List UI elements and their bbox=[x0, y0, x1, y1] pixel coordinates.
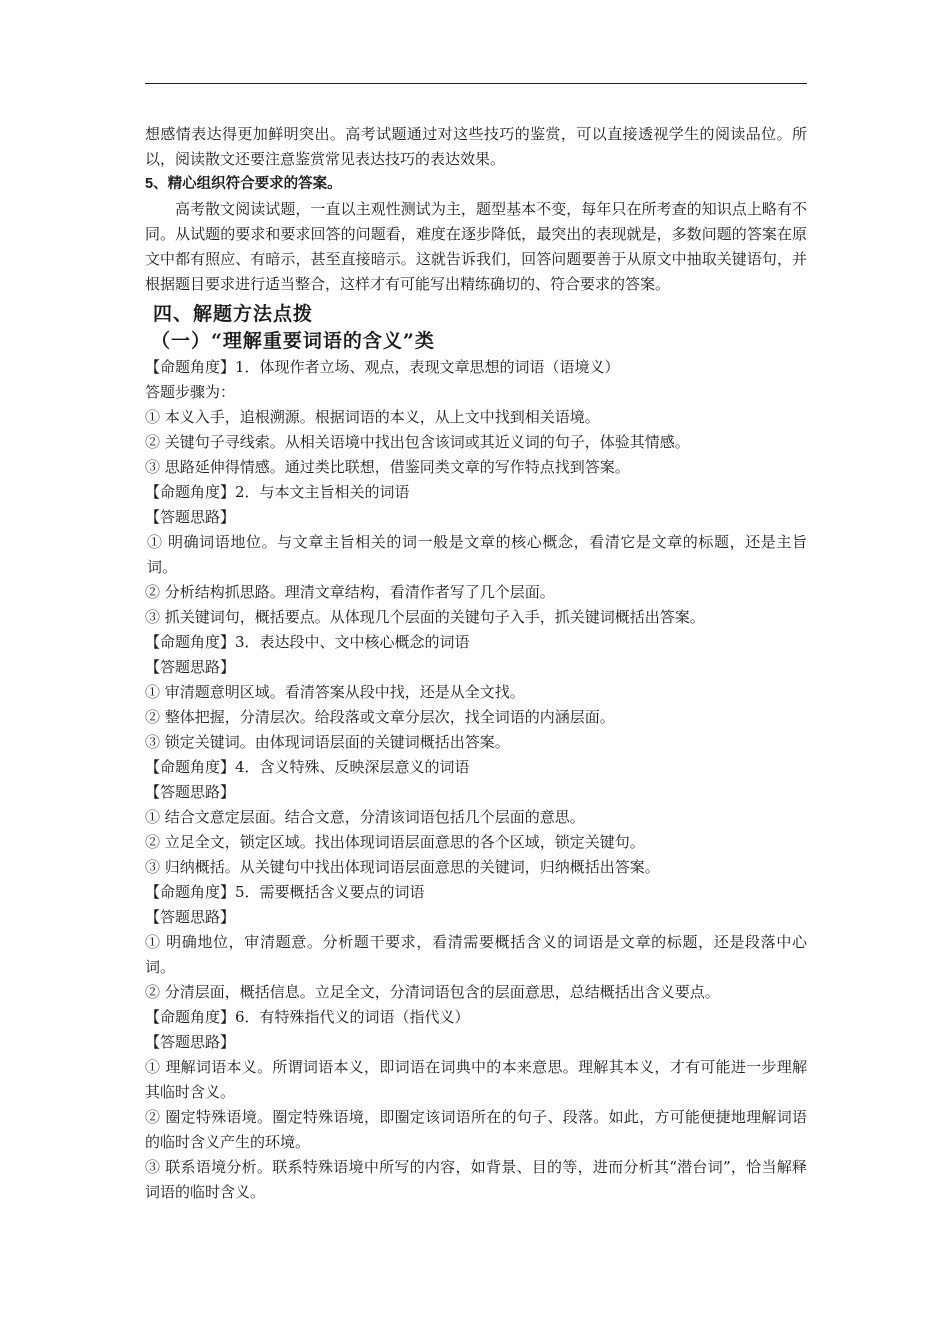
paragraph: ② 关键句子寻线索。从相关语境中找出包含该词或其近义词的句子，体验其情感。 bbox=[145, 433, 690, 451]
document-body bbox=[145, 122, 807, 1205]
paragraph: 高考散文阅读试题，一直以主观性测试为主，题型基本不变，每年只在所考查的知识点上略有不同。从试题的要求和要求回答的问题看，难度在逐步降低，最突出的表现就是，多数问题的答案在原文中都有照应、有暗示，甚至直接暗示。这就告诉我们，回答问题要善于从原文中抽取关键语句，并根据题目要求进行适当整合，这样才有可能写出精练确切的、符合要求的答案。 bbox=[145, 200, 807, 293]
paragraph: 【命题角度】3．表达段中、文中核心概念的词语 bbox=[145, 633, 470, 651]
paragraph: ③ 抓关键词句，概括要点。从体现几个层面的关键句子入手，抓关键词概括出答案。 bbox=[145, 608, 705, 626]
paragraph: 想感情表达得更加鲜明突出。高考试题通过对这些技巧的鉴赏，可以直接透视学生的阅读品位。所以，阅读散文还要注意鉴赏常见表达技巧的表达效果。 bbox=[145, 125, 807, 168]
paragraph: ③ 归纳概括。从关键句中找出体现词语层面意思的关键词，归纳概括出答案。 bbox=[145, 858, 660, 876]
paragraph: 【答题思路】 bbox=[145, 658, 236, 676]
paragraph: 【命题角度】2．与本文主旨相关的词语 bbox=[145, 483, 410, 501]
paragraph: 【命题角度】5．需要概括含义要点的词语 bbox=[145, 883, 425, 901]
paragraph: ③ 锁定关键词。由体现词语层面的关键词概括出答案。 bbox=[145, 733, 510, 751]
paragraph: ① 审清题意明区域。看清答案从段中找，还是从全文找。 bbox=[145, 683, 525, 701]
paragraph: 【命题角度】6．有特殊指代义的词语（指代义） bbox=[145, 1008, 470, 1026]
section-heading: 四、解题方法点拨 bbox=[153, 303, 314, 325]
paragraph: ① 结合文意定层面。结合文意，分清该词语包括几个层面的意思。 bbox=[145, 808, 585, 826]
paragraph: 【命题角度】4．含义特殊、反映深层意义的词语 bbox=[145, 758, 470, 776]
paragraph: ① 理解词语本义。所谓词语本义，即词语在词典中的本来意思。理解其本义，才有可能进一步理解其临时含义。 bbox=[145, 1058, 807, 1101]
paragraph: 【答题思路】 bbox=[145, 1033, 236, 1051]
paragraph: 【答题思路】 bbox=[145, 783, 236, 801]
paragraph: ① 明确词语地位。与文章主旨相关的词一般是文章的核心概念，看清它是文章的标题，还是主旨词。 bbox=[147, 533, 807, 576]
paragraph: ① 明确地位，审清题意。分析题干要求，看清需要概括含义的词语是文章的标题，还是段落中心词。 bbox=[145, 933, 807, 976]
paragraph: ② 分清层面，概括信息。立足全文，分清词语包含的层面意思，总结概括出含义要点。 bbox=[145, 983, 720, 1001]
paragraph: ② 分析结构抓思路。理清文章结构，看清作者写了几个层面。 bbox=[145, 583, 555, 601]
paragraph: ② 圈定特殊语境。圈定特殊语境，即圈定该词语所在的句子、段落。如此，方可能便捷地理解词语的临时含义产生的环境。 bbox=[145, 1108, 807, 1151]
paragraph: ③ 思路延伸得情感。通过类比联想，借鉴同类文章的写作特点找到答案。 bbox=[145, 458, 630, 476]
paragraph: ② 立足全文，锁定区域。找出体现词语层面意思的各个区域，锁定关键句。 bbox=[145, 833, 645, 851]
paragraph: 答题步骤为： bbox=[145, 383, 236, 401]
paragraph: ① 本义入手，追根溯源。根据词语的本义，从上文中找到相关语境。 bbox=[145, 408, 600, 426]
paragraph: 【答题思路】 bbox=[145, 508, 236, 526]
subsection-heading: （一）“理解重要词语的含义”类 bbox=[151, 330, 435, 352]
paragraph: 5、精心组织符合要求的答案。 bbox=[145, 176, 342, 192]
header-rule bbox=[145, 83, 807, 84]
paragraph: 【命题角度】1．体现作者立场、观点，表现文章思想的词语（语境义） bbox=[145, 358, 620, 376]
paragraph: 【答题思路】 bbox=[145, 908, 236, 926]
paragraph: ② 整体把握，分清层次。给段落或文章分层次，找全词语的内涵层面。 bbox=[145, 708, 615, 726]
paragraph: ③ 联系语境分析。联系特殊语境中所写的内容，如背景、目的等，进而分析其“潜台词”，恰当解释词语的临时含义。 bbox=[145, 1158, 807, 1201]
